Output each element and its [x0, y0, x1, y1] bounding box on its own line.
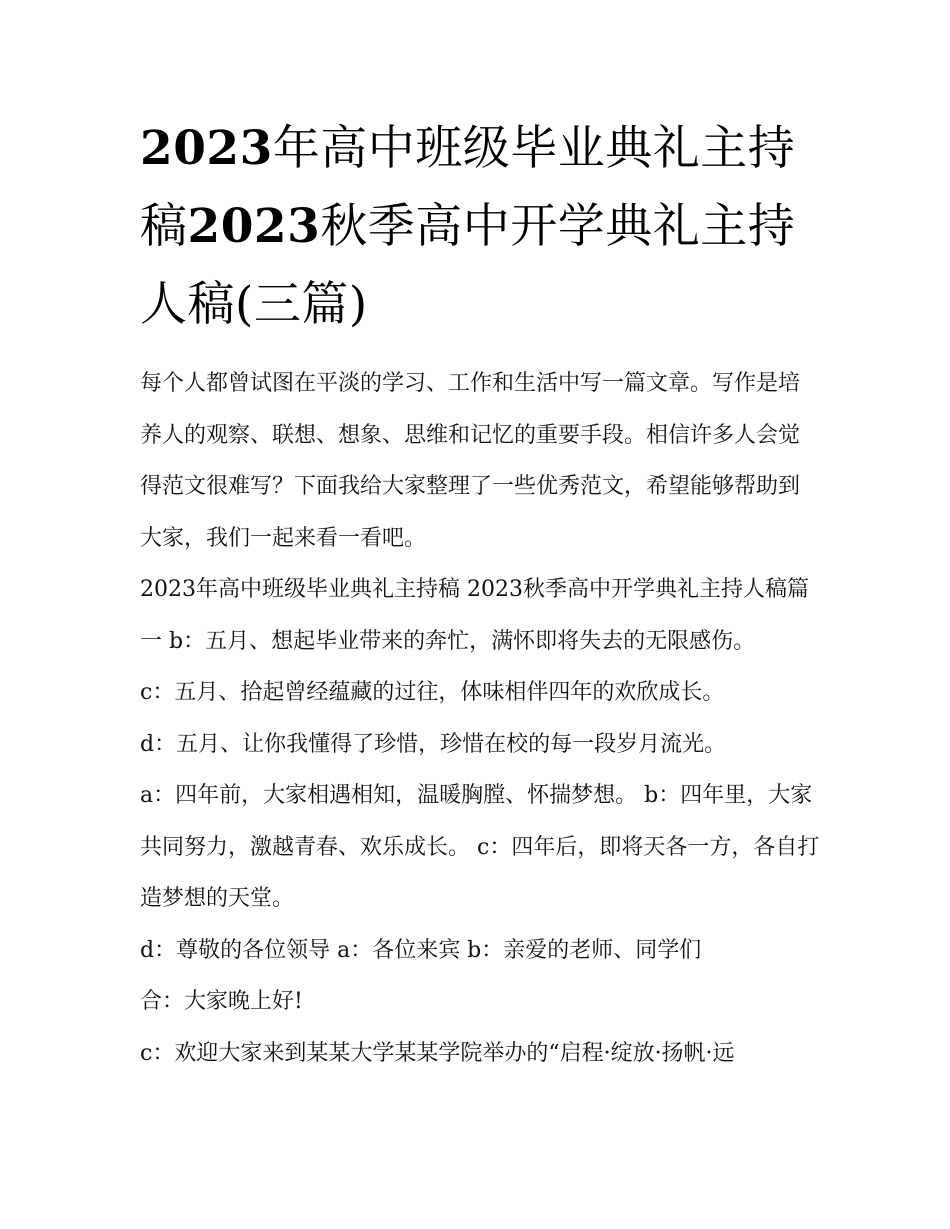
document-body — [140, 358, 820, 1079]
title-year-2: 2023 — [187, 199, 321, 254]
paragraph-abc-line: a：四年前，大家相遇相知，温暖胸膛、怀揣梦想。 b：四年里，大家共同努力，激越青春、欢乐成长。 c：四年后，即将天各一方，各自打造梦想的天堂。 — [140, 783, 820, 911]
paragraph-welcome-line: c：欢迎大家来到某某大学某某学院举办的“启程·绽放·扬帆·远 — [140, 1040, 735, 1066]
paragraph-c-line: c：五月、拾起曾经蕴藏的过往，体味相伴四年的欢欣成长。 — [140, 680, 725, 705]
paragraph-heading-line: 2023年高中班级毕业典礼主持稿 2023秋季高中开学典礼主持人稿篇一 b：五月、想起毕业带来的奔忙，满怀即将失去的无限感伤。 — [140, 577, 809, 654]
paragraph-together-line: 合：大家晚上好! — [140, 989, 303, 1014]
paragraph-d-line: d：五月、让你我懂得了珍惜，珍惜在校的每一段岁月流光。 — [140, 731, 727, 757]
title-text-1: 年高中班级毕业典礼主持稿 — [140, 121, 796, 254]
paragraph-greeting-line: d：尊敬的各位领导 a：各位来宾 b：亲爱的老师、同学们 — [140, 937, 702, 963]
document-title — [140, 110, 820, 344]
title-year-1: 2023 — [140, 121, 273, 176]
title-text-2: 秋季高中开学典礼主持人稿(三篇) — [140, 199, 796, 332]
paragraph-intro: 每个人都曾试图在平淡的学习、工作和生活中写一篇文章。写作是培养人的观察、联想、想象、思维和记忆的重要手段。相信许多人会觉得范文很难写？下面我给大家整理了一些优秀范文，希望能够帮助到大家，我们一起来看一看吧。 — [140, 371, 801, 551]
